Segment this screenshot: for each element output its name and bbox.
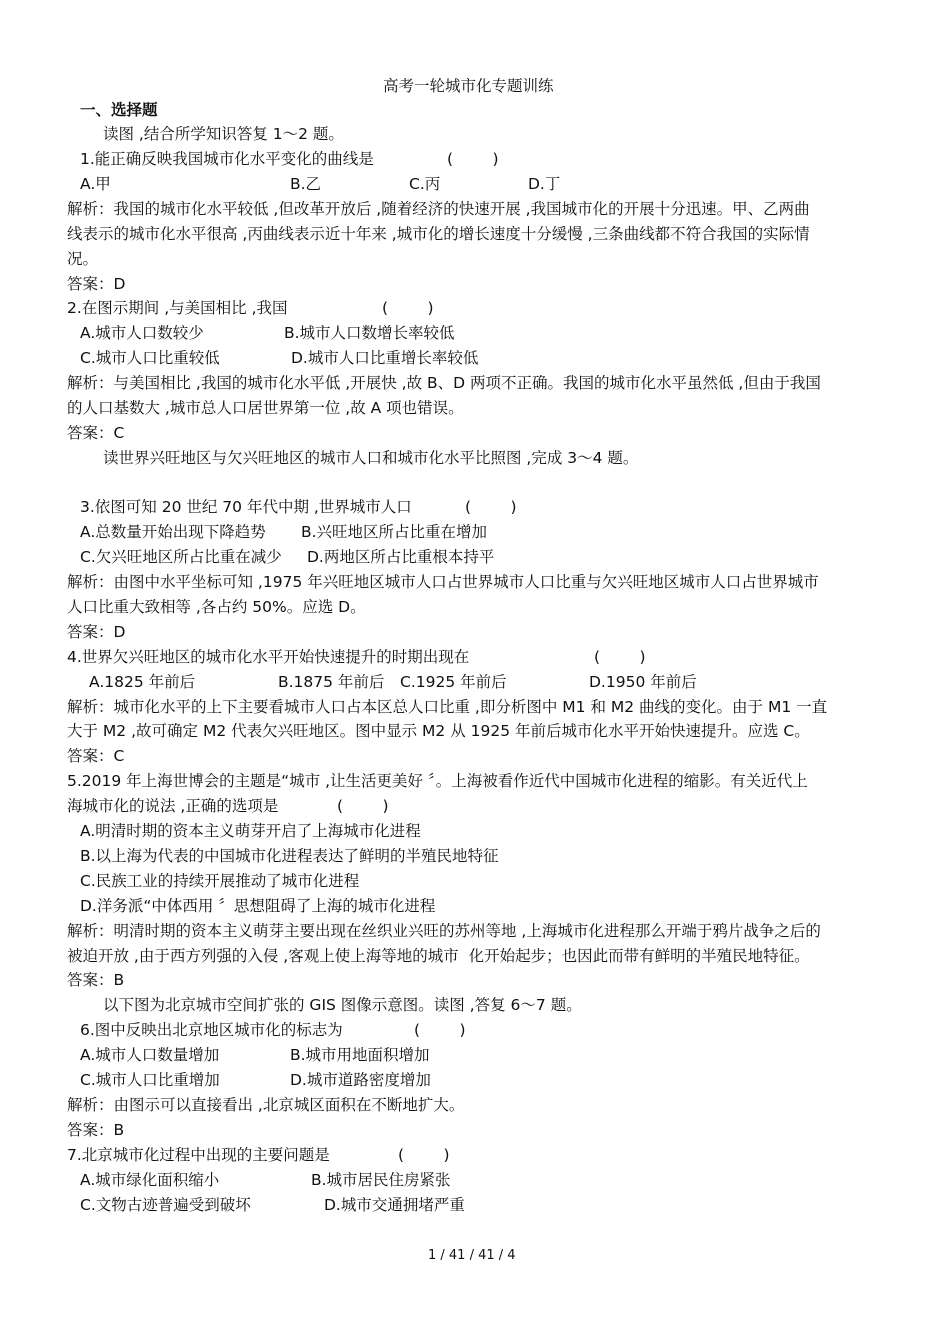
question-stem: 2.在图示期间 ,与美国相比 ,我国 bbox=[67, 299, 288, 317]
intro-text: 读图 ,结合所学知识答复 1～2 题。 bbox=[103, 125, 344, 143]
option-c: C.文物古迹普遍受到破坏 bbox=[80, 1196, 251, 1214]
option-c: C.1925 年前后 bbox=[400, 673, 507, 691]
option-b: B.乙 bbox=[290, 175, 322, 193]
question-stem: 海城市化的说法 ,正确的选项是 bbox=[67, 797, 279, 815]
option-a: A.明清时期的资本主义萌芽开启了上海城市化进程 bbox=[80, 822, 421, 840]
answer-paren: ( ) bbox=[398, 1146, 450, 1164]
option-b: B.城市用地面积增加 bbox=[290, 1046, 430, 1064]
option-b: B.城市人口数增长率较低 bbox=[284, 324, 455, 342]
answer-line: 答案：B bbox=[67, 971, 125, 989]
answer-paren: ( ) bbox=[465, 498, 517, 516]
option-d: D.城市交通拥堵严重 bbox=[324, 1196, 465, 1214]
section-heading: 一、选择题 bbox=[80, 101, 158, 119]
question-stem: 5.2019 年上海世博会的主题是“城市 ,让生活更美好 〞。上海被看作近代中国城市化进程的缩影。有关近代上 bbox=[67, 772, 808, 790]
explanation-line: 解析：我国的城市化水平较低 ,但改革开放后 ,随着经济的快速开展 ,我国城市化的开展十分迅速。甲、乙两曲 bbox=[67, 200, 810, 218]
option-a: A.1825 年前后 bbox=[89, 673, 196, 691]
explanation-line: 解析：城市化水平的上下主要看城市人口占本区总人口比重 ,即分析图中 M1 和 M2 曲线的变化。由于 M1 一直 bbox=[67, 698, 828, 716]
explanation-line: 被迫开放 ,由于西方列强的入侵 ,客观上使上海等地的城市 化开始起步；也因此而带有鲜明的半殖民地特征。 bbox=[67, 947, 810, 965]
option-d: D.城市人口比重增长率较低 bbox=[291, 349, 479, 367]
option-c: C.城市人口比重较低 bbox=[80, 349, 220, 367]
question-stem: 4.世界欠兴旺地区的城市化水平开始快速提升的时期出现在 bbox=[67, 648, 470, 666]
answer-paren: ( ) bbox=[382, 299, 434, 317]
answer-paren: ( ) bbox=[414, 1021, 466, 1039]
option-d: D.丁 bbox=[528, 175, 561, 193]
option-d: D.城市道路密度增加 bbox=[290, 1071, 431, 1089]
option-a: A.城市绿化面积缩小 bbox=[80, 1171, 220, 1189]
answer-paren: ( ) bbox=[337, 797, 389, 815]
option-b: B.兴旺地区所占比重在增加 bbox=[301, 523, 488, 541]
answer-line: 答案：D bbox=[67, 275, 126, 293]
intro-text: 读世界兴旺地区与欠兴旺地区的城市人口和城市化水平比照图 ,完成 3～4 题。 bbox=[103, 449, 639, 467]
explanation-line: 解析：由图示可以直接看出 ,北京城区面积在不断地扩大。 bbox=[67, 1096, 465, 1114]
option-a: A.城市人口数较少 bbox=[80, 324, 204, 342]
option-b: B.1875 年前后 bbox=[278, 673, 385, 691]
explanation-line: 解析：与美国相比 ,我国的城市化水平低 ,开展快 ,故 B、D 两项不正确。我国的城市化水平虽然低 ,但由于我国 bbox=[67, 374, 821, 392]
question-stem: 1.能正确反映我国城市化水平变化的曲线是 bbox=[80, 150, 374, 168]
option-b: B.城市居民住房紧张 bbox=[311, 1171, 451, 1189]
option-d: D.两地区所占比重根本持平 bbox=[307, 548, 495, 566]
explanation-line: 况。 bbox=[67, 250, 99, 268]
question-stem: 6.图中反映出北京地区城市化的标志为 bbox=[80, 1021, 343, 1039]
explanation-line: 解析：由图中水平坐标可知 ,1975 年兴旺地区城市人口占世界城市人口比重与欠兴旺地区城市人口占世界城市 bbox=[67, 573, 819, 591]
option-d: D.1950 年前后 bbox=[589, 673, 697, 691]
option-a: A.甲 bbox=[80, 175, 111, 193]
option-d: D.洋务派“中体西用 〞思想阻碍了上海的城市化进程 bbox=[80, 897, 436, 915]
option-a: A.城市人口数量增加 bbox=[80, 1046, 220, 1064]
page-footer: 1 / 41 / 41 / 4 bbox=[428, 1248, 516, 1263]
explanation-line: 大于 M2 ,故可确定 M2 代表欠兴旺地区。图中显示 M2 从 1925 年前后城市化水平开始快速提升。应选 C。 bbox=[67, 722, 810, 740]
explanation-line: 解析：明清时期的资本主义萌芽主要出现在丝织业兴旺的苏州等地 ,上海城市化进程那么开端于鸦片战争之后的 bbox=[67, 922, 821, 940]
explanation-line: 的人口基数大 ,城市总人口居世界第一位 ,故 A 项也错误。 bbox=[67, 399, 464, 417]
option-a: A.总数量开始出现下降趋势 bbox=[80, 523, 266, 541]
question-stem: 3.依图可知 20 世纪 70 年代中期 ,世界城市人口 bbox=[80, 498, 412, 516]
option-c: C.丙 bbox=[409, 175, 441, 193]
answer-line: 答案：B bbox=[67, 1121, 125, 1139]
doc-title: 高考一轮城市化专题训练 bbox=[383, 77, 554, 95]
answer-line: 答案：C bbox=[67, 747, 125, 765]
answer-line: 答案：D bbox=[67, 623, 126, 641]
option-c: C.民族工业的持续开展推动了城市化进程 bbox=[80, 872, 360, 890]
answer-paren: ( ) bbox=[447, 150, 499, 168]
option-c: C.欠兴旺地区所占比重在减少 bbox=[80, 548, 282, 566]
answer-paren: ( ) bbox=[594, 648, 646, 666]
explanation-line: 人口比重大致相等 ,各占约 50%。应选 D。 bbox=[67, 598, 366, 616]
option-b: B.以上海为代表的中国城市化进程表达了鲜明的半殖民地特征 bbox=[80, 847, 499, 865]
explanation-line: 线表示的城市化水平很高 ,丙曲线表示近十年来 ,城市化的增长速度十分缓慢 ,三条曲线都不符合我国的实际情 bbox=[67, 225, 810, 243]
intro-text: 以下图为北京城市空间扩张的 GIS 图像示意图。读图 ,答复 6～7 题。 bbox=[103, 996, 582, 1014]
answer-line: 答案：C bbox=[67, 424, 125, 442]
question-stem: 7.北京城市化过程中出现的主要问题是 bbox=[67, 1146, 330, 1164]
option-c: C.城市人口比重增加 bbox=[80, 1071, 220, 1089]
